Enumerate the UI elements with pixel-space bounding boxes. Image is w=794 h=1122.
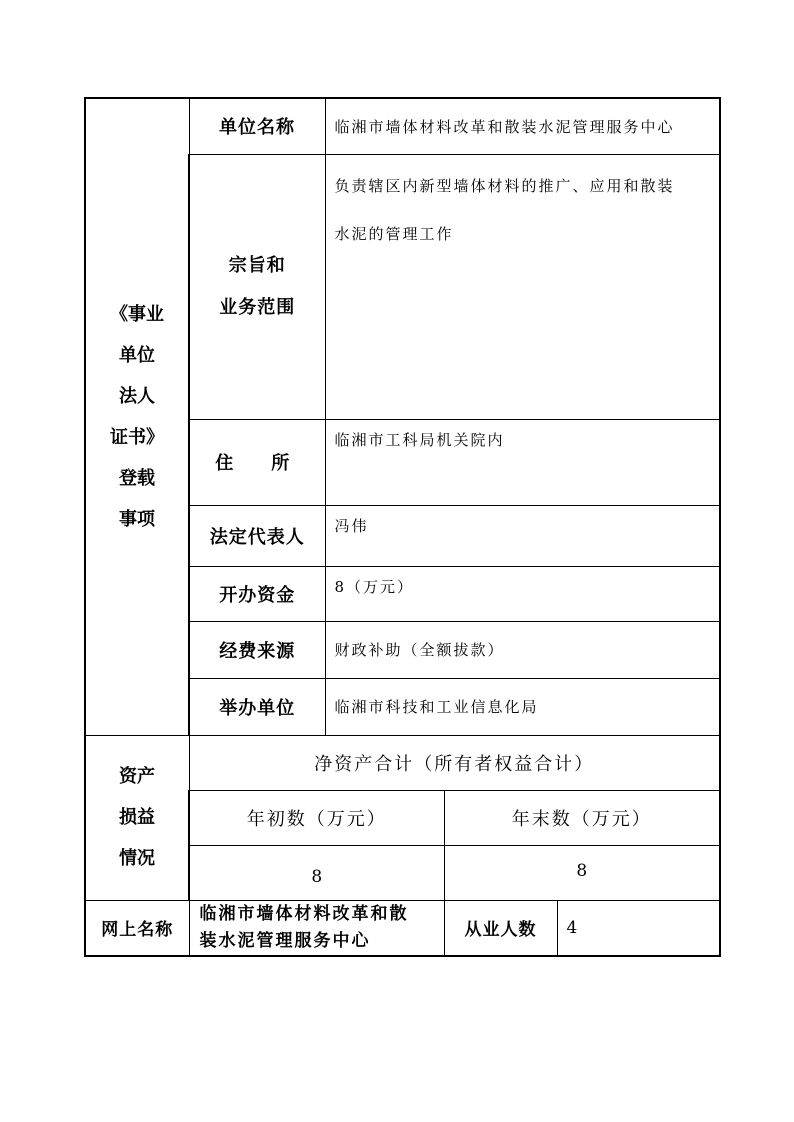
- funding-value: 财政补助（全额拔款）: [325, 621, 720, 678]
- purpose-label: [189, 154, 325, 419]
- purpose-label-line: 宗旨和: [228, 254, 286, 276]
- registration-form-table: [84, 97, 721, 957]
- staff-count-label: 从业人数: [444, 900, 557, 956]
- unit-name-label: 单位名称: [189, 98, 325, 154]
- assets-label-line: 损益: [119, 807, 155, 828]
- net-assets-header: 净资产合计（所有者权益合计）: [189, 735, 720, 790]
- purpose-value-line: 负责辖区内新型墙体材料的推广、应用和散装: [334, 176, 675, 195]
- section-label-line: 事项: [119, 508, 155, 530]
- start-of-year-value: [189, 845, 444, 900]
- purpose-label-line: 业务范围: [219, 296, 296, 318]
- section-label-line: 单位: [119, 344, 155, 366]
- start-of-year-header: 年初数（万元）: [189, 790, 444, 845]
- address-label: 住 所: [189, 419, 325, 505]
- unit-name-value: 临湘市墙体材料改革和散装水泥管理服务中心: [325, 98, 720, 154]
- legal-rep-label: 法定代表人: [189, 505, 325, 566]
- online-name-label: 网上名称: [85, 900, 189, 956]
- section-label-line: 证书》: [110, 426, 164, 448]
- purpose-value-line: 水泥的管理工作: [334, 224, 454, 243]
- purpose-value: [325, 154, 720, 419]
- end-of-year-header: 年末数（万元）: [444, 790, 720, 845]
- section-label-assets: [85, 735, 189, 900]
- section-label-registration: [85, 98, 189, 735]
- online-name-line: 装水泥管理服务中心: [199, 930, 371, 951]
- assets-label-line: 情况: [119, 848, 155, 869]
- legal-rep-value: 冯伟: [325, 505, 720, 566]
- capital-value: 8（万元）: [325, 566, 720, 621]
- online-name-value: [189, 900, 444, 956]
- end-of-year-number: 8: [576, 860, 588, 881]
- section-label-line: 《事业: [110, 303, 164, 325]
- row-online-name: [85, 900, 720, 956]
- end-of-year-value: [444, 845, 720, 900]
- sponsor-value: 临湘市科技和工业信息化局: [325, 678, 720, 735]
- start-of-year-number: 8: [311, 866, 323, 887]
- online-name-line: 临湘市墙体材料改革和散: [199, 903, 409, 924]
- funding-label: 经费来源: [189, 621, 325, 678]
- sponsor-label: 举办单位: [189, 678, 325, 735]
- section-label-line: 法人: [119, 385, 155, 407]
- row-unit-name: [85, 98, 720, 154]
- assets-label-line: 资产: [119, 766, 155, 787]
- section-label-line: 登载: [119, 467, 155, 489]
- staff-count-value: 4: [557, 900, 720, 956]
- row-net-assets-header: [85, 735, 720, 790]
- address-value: 临湘市工科局机关院内: [325, 419, 720, 505]
- capital-label: 开办资金: [189, 566, 325, 621]
